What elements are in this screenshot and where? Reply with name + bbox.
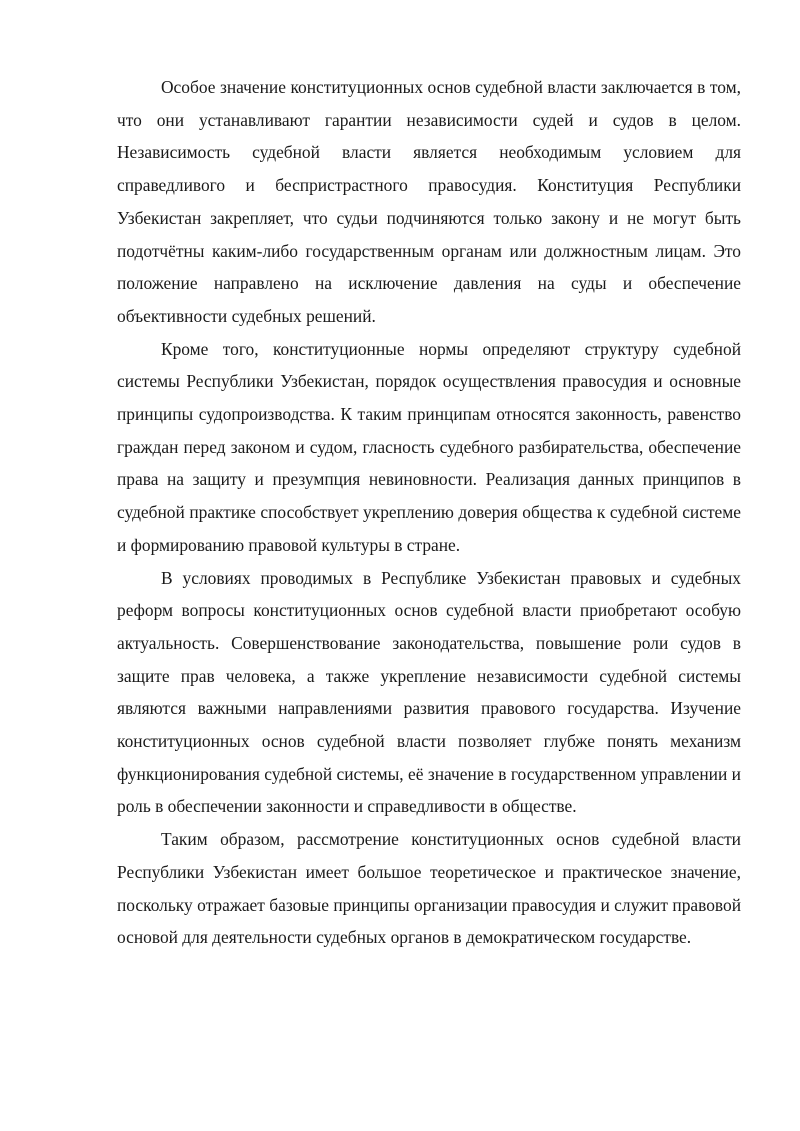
document-page	[117, 71, 741, 954]
paragraph-judicial-independence: Особое значение конституционных основ судебной власти заключается в том, что они устанавливают гарантии независимости судей и судов в целом. Независимость судебной власти является необходимым условием для справедливого и беспристрастного правосудия. Конституция Республики Узбекистан закрепляет, что судьи подчиняются только закону и не могут быть подотчётны каким-либо государственным органам или должностным лицам. Это положение направлено на исключение давления на суды и обеспечение объективности судебных решений.	[117, 77, 741, 326]
paragraph-judicial-structure: Кроме того, конституционные нормы определяют структуру судебной системы Республики Узбекистан, порядок осуществления правосудия и основные принципы судопроизводства. К таким принципам относятся законность, равенство граждан перед законом и судом, гласность судебного разбирательства, обеспечение права на защиту и презумпция невиновности. Реализация данных принципов в судебной практике способствует укреплению доверия общества к судебной системе и формированию правовой культуры в стране.	[117, 338, 741, 555]
paragraph-judicial-reforms: В условиях проводимых в Республике Узбекистан правовых и судебных реформ вопросы конституционных основ судебной власти приобретают особую актуальность. Совершенствование законодательства, повышение роли судов в защите прав человека, а также укрепление независимости судебной системы являются важными направлениями развития правового государства. Изучение конституционных основ судебной власти позволяет глубже понять механизм функционирования судебной системы, её значение в государственном управлении и роль в обеспечении законности и справедливости в обществе.	[117, 567, 741, 817]
paragraph-conclusion: Таким образом, рассмотрение конституционных основ судебной власти Республики Узбекистан имеет большое теоретическое и практическое значение, поскольку отражает базовые принципы организации правосудия и служит правовой основой для деятельности судебных органов в демократическом государстве.	[117, 829, 741, 948]
